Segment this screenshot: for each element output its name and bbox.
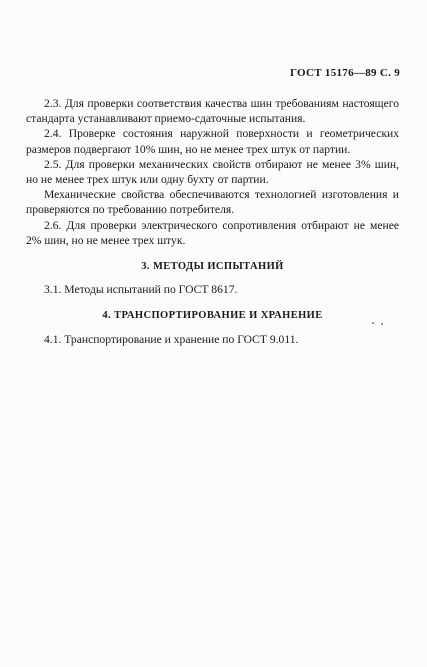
scan-speck	[381, 323, 383, 325]
paragraph-mechanical-properties: Механические свойства обеспечиваются технологией изготовления и проверяются по требованию потребителя.	[26, 188, 399, 217]
document-body	[26, 96, 399, 347]
section-title-test-methods: 3. МЕТОДЫ ИСПЫТАНИЙ	[141, 261, 284, 273]
section-title-transport-storage: 4. ТРАНСПОРТИРОВАНИЕ И ХРАНЕНИЕ	[102, 310, 323, 322]
paragraph-2-3: 2.3. Для проверки соответствия качества шин требованиям настоящего стандарта устанавливают приемо-сдаточные испытания.	[26, 97, 399, 126]
paragraph-3-1: 3.1. Методы испытаний по ГОСТ 8617.	[44, 283, 238, 297]
paragraph-2-4: 2.4. Проверке состояния наружной поверхности и геометрических размеров подвергают 10% шин, но не менее трех штук от партии.	[26, 127, 399, 156]
paragraph-4-1: 4.1. Транспортирование и хранение по ГОСТ 9.011.	[44, 332, 299, 346]
scan-speck	[372, 322, 374, 324]
paragraph-2-6: 2.6. Для проверки электрического сопротивления отбирают не менее 2% шин, но не менее трех штук.	[26, 218, 399, 247]
paragraph-2-5: 2.5. Для проверки механических свойств отбирают не менее 3% шин, но не менее трех штук или одну бухту от партии.	[26, 157, 399, 187]
page-header: ГОСТ 15176—89 С. 9	[289, 67, 400, 79]
